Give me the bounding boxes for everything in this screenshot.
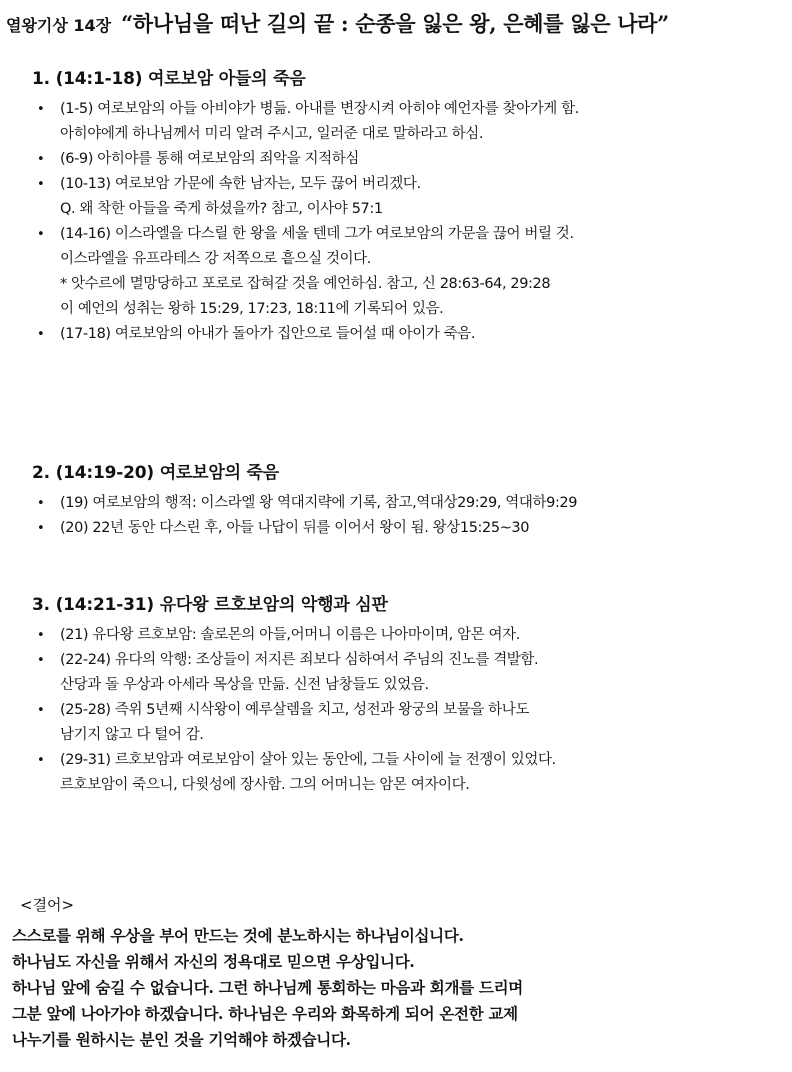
item-line: (21) 유다왕 르호보암: 솔로몬의 아들,어머니 이름은 나아마이며, 암몬 여자. [60,627,520,643]
list-item [32,172,786,222]
list-item [32,491,786,516]
item-line: 남기지 않고 다 털어 감. [60,727,204,743]
item-line: (20) 22년 동안 다스린 후, 아들 나답이 뒤를 이어서 왕이 됨. 왕상15:25~30 [60,520,530,536]
conclusion-text [12,923,786,1053]
list-item [32,748,786,798]
section-heading: 2. (14:19-20) 여로보암의 죽음 [32,463,279,483]
item-line: 아히야에게 하나님께서 미리 알려 주시고, 일러준 대로 말하라고 하심. [60,126,484,142]
bullet-list [32,623,786,798]
bullet-icon: • [37,102,45,117]
bullet-icon: • [37,496,45,511]
item-line: * 앗수르에 멸망당하고 포로로 잡혀갈 것을 예언하심. 참고, 신 28:63-64, 29:28 [60,276,551,292]
item-line: (19) 여로보암의 행적: 이스라엘 왕 역대지략에 기록, 참고,역대상29:29, 역대하9:29 [60,495,578,511]
item-line: (29-31) 르호보암과 여로보암이 살아 있는 동안에, 그들 사이에 늘 전쟁이 있었다. [60,752,556,768]
list-item [32,516,786,541]
item-line: (17-18) 여로보암의 아내가 돌아가 집안으로 들어설 때 아이가 죽음. [60,326,476,342]
section-3 [32,590,786,798]
list-item [32,623,786,648]
list-item [32,147,786,172]
section-2 [32,458,786,541]
list-item [32,322,786,347]
item-line: (6-9) 아히야를 통해 여로보암의 죄악을 지적하심 [60,151,359,167]
list-item [32,648,786,698]
bullet-icon: • [37,177,45,192]
item-line: 산당과 돌 우상과 아세라 목상을 만듦. 신전 남창들도 있었음. [60,677,429,693]
conclusion-line: 스스로를 위해 우상을 부어 만드는 것에 분노하시는 하나님이십니다. [12,926,464,945]
section-heading: 3. (14:21-31) 유다왕 르호보암의 악행과 심판 [32,595,388,615]
item-line: (10-13) 여로보암 가문에 속한 남자는, 모두 끊어 버리겠다. [60,176,421,192]
item-line: (1-5) 여로보암의 아들 아비야가 병듦. 아내를 변장시켜 아히야 예언자를 찾아가게 함. [60,101,579,117]
section-1 [32,64,786,347]
list-item [32,698,786,748]
item-line: (14-16) 이스라엘을 다스릴 한 왕을 세울 텐데 그가 여로보암의 가문을 끊어 버릴 것. [60,226,574,242]
section-heading: 1. (14:1-18) 여로보암 아들의 죽음 [32,69,306,89]
document-header [6,8,784,38]
item-line: Q. 왜 착한 아들을 죽게 하셨을까? 참고, 이사야 57:1 [60,201,383,217]
bullet-icon: • [37,152,45,167]
conclusion-title: <결어> [20,896,75,914]
bullet-list [32,491,786,541]
conclusion-line: 하나님 앞에 숨길 수 없습니다. 그런 하나님께 통회하는 마음과 회개를 드리며 [12,978,523,997]
bullet-icon: • [37,653,45,668]
conclusion-line: 그분 앞에 나아가야 하겠습니다. 하나님은 우리와 화목하게 되어 온전한 교제 [12,1004,518,1023]
bullet-icon: • [37,703,45,718]
item-line: (22-24) 유다의 악행: 조상들이 저지른 죄보다 심하여서 주님의 진노를 격발함. [60,652,539,668]
conclusion-line: 나누기를 원하시는 분인 것을 기억해야 하겠습니다. [12,1030,351,1049]
bullet-icon: • [37,521,45,536]
list-item [32,222,786,322]
item-line: 이스라엘을 유프라테스 강 저쪽으로 흩으실 것이다. [60,251,372,267]
list-item [32,97,786,147]
item-line: 이 예언의 성취는 왕하 15:29, 17:23, 18:11에 기록되어 있음. [60,301,444,317]
sermon-title: “하나님을 떠난 길의 끝 : 순종을 잃은 왕, 은혜를 잃은 나라” [121,11,669,36]
conclusion-line: 하나님도 자신을 위해서 자신의 정욕대로 믿으면 우상입니다. [12,952,415,971]
bullet-icon: • [37,753,45,768]
item-line: 르호보암이 죽으니, 다윗성에 장사함. 그의 어머니는 암몬 여자이다. [60,777,470,793]
conclusion-block [12,894,786,1053]
bullet-icon: • [37,628,45,643]
bullet-icon: • [37,327,45,342]
book-chapter-label: 열왕기상 14장 [6,16,112,35]
bullet-icon: • [37,227,45,242]
item-line: (25-28) 즉위 5년째 시삭왕이 예루살렘을 치고, 성전과 왕궁의 보물을 하나도 [60,702,529,718]
bullet-list [32,97,786,347]
